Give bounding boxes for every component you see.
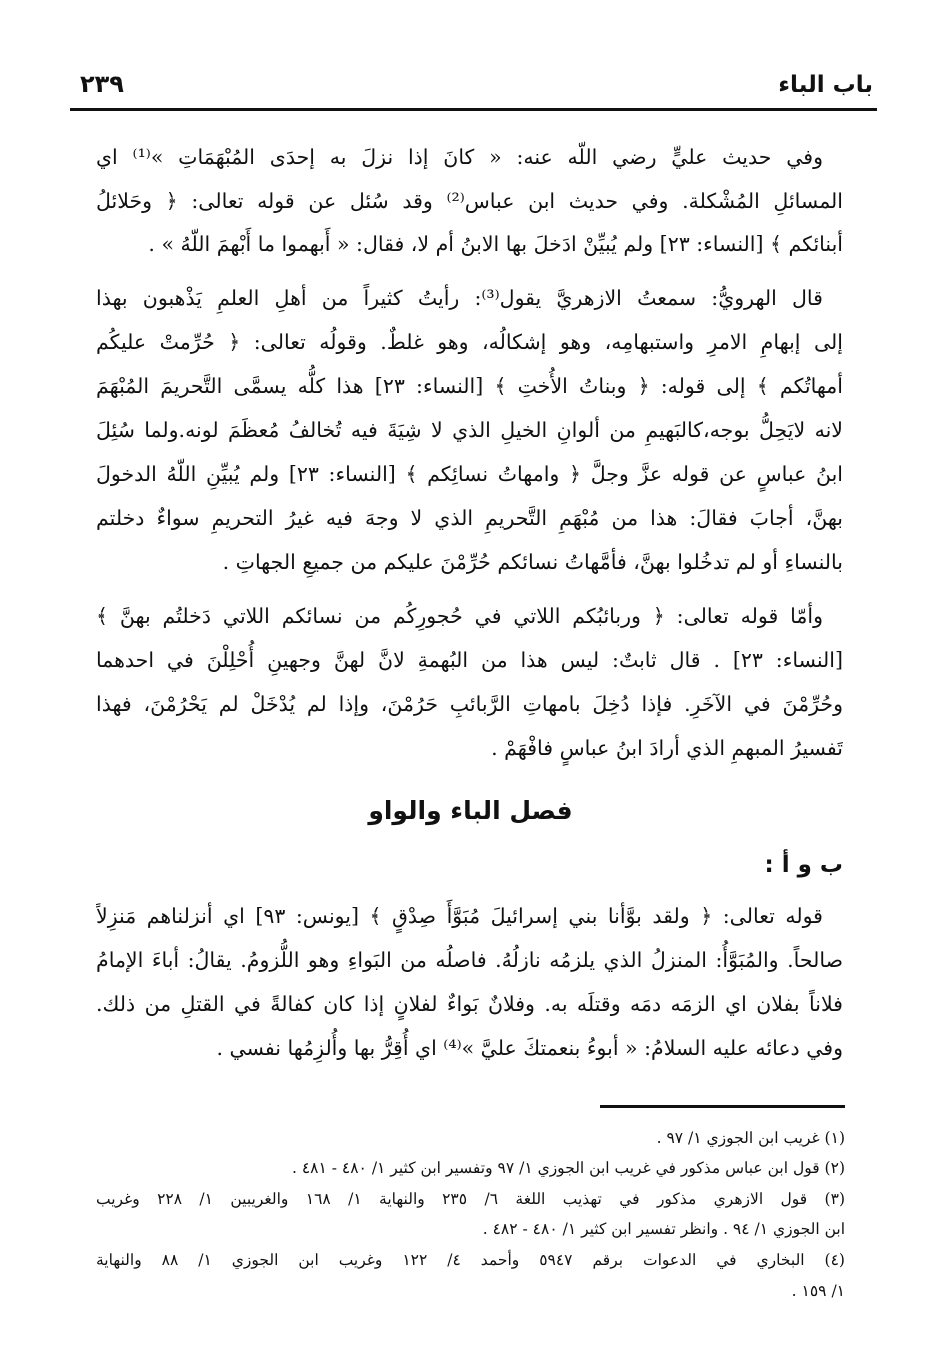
- running-header-title: باب الباء: [778, 72, 873, 98]
- text-line: وفي دعائه عليه السلامُ: « أبوءُ بنعمتكَ عليَّ »⁽⁴⁾ اي أُقِرُّ بها وأُلزِمُها نفسي .: [216, 1036, 843, 1060]
- page-number: ٢٣٩: [80, 70, 124, 98]
- footnote-3-cont: ابن الجوزي ١/ ٩٤ . وانظر تفسير ابن كثير ١/ ٤٨٠ - ٤٨٢ .: [482, 1220, 845, 1238]
- text-line: قال الهرويُّ: سمعتُ الازهريَّ يقول⁽³⁾: رأيتُ كثيراً من أهلِ العلمِ يَذْهبون بهذا: [96, 286, 823, 310]
- text-line: إلى إبهامِ الامرِ واستبهامِه، وهو إشكالُه، وهو غلطٌ. وقولُه تعالى: ﴿ حُرِّمتْ عليكُم: [96, 330, 843, 354]
- text-line: [النساء: ٢٣] . قال ثابتٌ: ليس هذا من البُهمةِ لانَّ لهنَّ وجهينِ أُحْلِلْنَ في احدهما: [96, 648, 843, 672]
- header-rule: [70, 108, 877, 111]
- text-line: أمهاتُكم ﴾ إلى قوله: ﴿ وبناتُ الأُختِ ﴾ [النساء: ٢٣] هذا كلُّه يسمَّى التَّحريمَ المُبْهَمَ: [96, 374, 843, 398]
- text-line: وأمّا قوله تعالى: ﴿ وربائبُكم اللاتي في حُجورِكُم من نسائكم اللاتي دَخلتُم بهنَّ ﴾: [96, 604, 823, 628]
- text-line: وفي حديث عليٍّ رضي اللّه عنه: « كانَ إذا نزلَ به إحدَى المُبْهَمَاتِ »⁽¹⁾ اي: [96, 145, 823, 169]
- text-line: قوله تعالى: ﴿ ولقد بوَّأنا بني إسرائيلَ مُبَوَّأَ صِدْقٍ ﴾ [يونس: ٩٣] اي أنزلناهم مَنزِلاً: [96, 904, 823, 928]
- text-line: أبنائكم ﴾ [النساء: ٢٣] ولم يُبيِّنْ ادَخلَ بها الابنُ أم لا، فقال: « أَبهموا ما أَبْهمَ اللّهُ » .: [148, 232, 843, 256]
- footnote-3: (٣) قول الازهري مذكور في تهذيب اللغة ٦/ ٢٣٥ والنهاية ١/ ١٦٨ والغريبين ١/ ٢٢٨ وغريب: [96, 1190, 845, 1208]
- footnote-1: (١) غريب ابن الجوزي ١/ ٩٧ .: [656, 1129, 845, 1147]
- footnote-4: (٤) البخاري في الدعوات برقم ٥٩٤٧ وأحمد ٤/ ١٢٢ وغريب ابن الجوزي ١/ ٨٨ والنهاية: [96, 1251, 845, 1269]
- footnote-4-cont: ١/ ١٥٩ .: [791, 1282, 845, 1300]
- entry-heading: ب و أ :: [764, 852, 843, 878]
- text-line: بهنَّ، أجابَ فقالَ: هذا من مُبْهَمِ التَّحريمِ الذي لا وجهَ فيه غيرُ التحريمِ سواءٌ دخلتم: [96, 506, 843, 530]
- section-title: فصل الباء والواو: [368, 796, 573, 825]
- footnote-2: (٢) قول ابن عباس مذكور في غريب ابن الجوزي ١/ ٩٧ وتفسير ابن كثير ١/ ٤٨٠ - ٤٨١ .: [291, 1159, 845, 1177]
- text-line: ابنُ عباسٍ عن قوله عزَّ وجلَّ ﴿ وامهاتُ نسائِكم ﴾ [النساء: ٢٣] ولم يُبيِّنِ اللّهُ الدخولَ: [96, 462, 843, 486]
- text-line: بالنساءِ أو لم تدخُلوا بهنَّ، فأمَّهاتُ نسائكم حُرِّمْنَ عليكم من جميعِ الجهاتِ .: [222, 550, 843, 574]
- text-line: وحُرِّمْنَ في الآخَرِ. فإذا دُخِلَ بامهاتِ الرَّبائبِ حَرُمْنَ، وإذا لم يُدْخَلْ لم يَحْرُمْنَ، فهذا: [96, 692, 843, 716]
- text-line: المسائلِ المُشْكلة. وفي حديث ابن عباس⁽²⁾ وقد سُئل عن قوله تعالى: ﴿ وحَلائلُ: [96, 189, 843, 213]
- text-line: لانه لايَحِلُّ بوجه،كالبَهيمِ من ألوانِ الخيلِ الذي لا شِيَةَ فيه تُخالفُ مُعظَمَ لونه.ولما سُئِلَ: [96, 418, 843, 442]
- footnote-rule: [600, 1105, 845, 1108]
- text-line: صالحاً. والمُبَوَّأُ: المنزلُ الذي يلزمُه نازلُهُ. فاصلُه من البَواءِ وهو اللُّزومُ. يقالُ: أباءَ الإمامُ: [96, 948, 843, 972]
- text-line: تَفسيرُ المبهمِ الذي أرادَ ابنُ عباسٍ فافْهَمْ .: [491, 736, 843, 760]
- text-line: فلاناً بفلان اي الزمَه دمَه وقتلَه به. وفلانٌ بَواءٌ لفلانٍ إذا كان كفالةً في القتلِ من ذلك.: [96, 992, 843, 1016]
